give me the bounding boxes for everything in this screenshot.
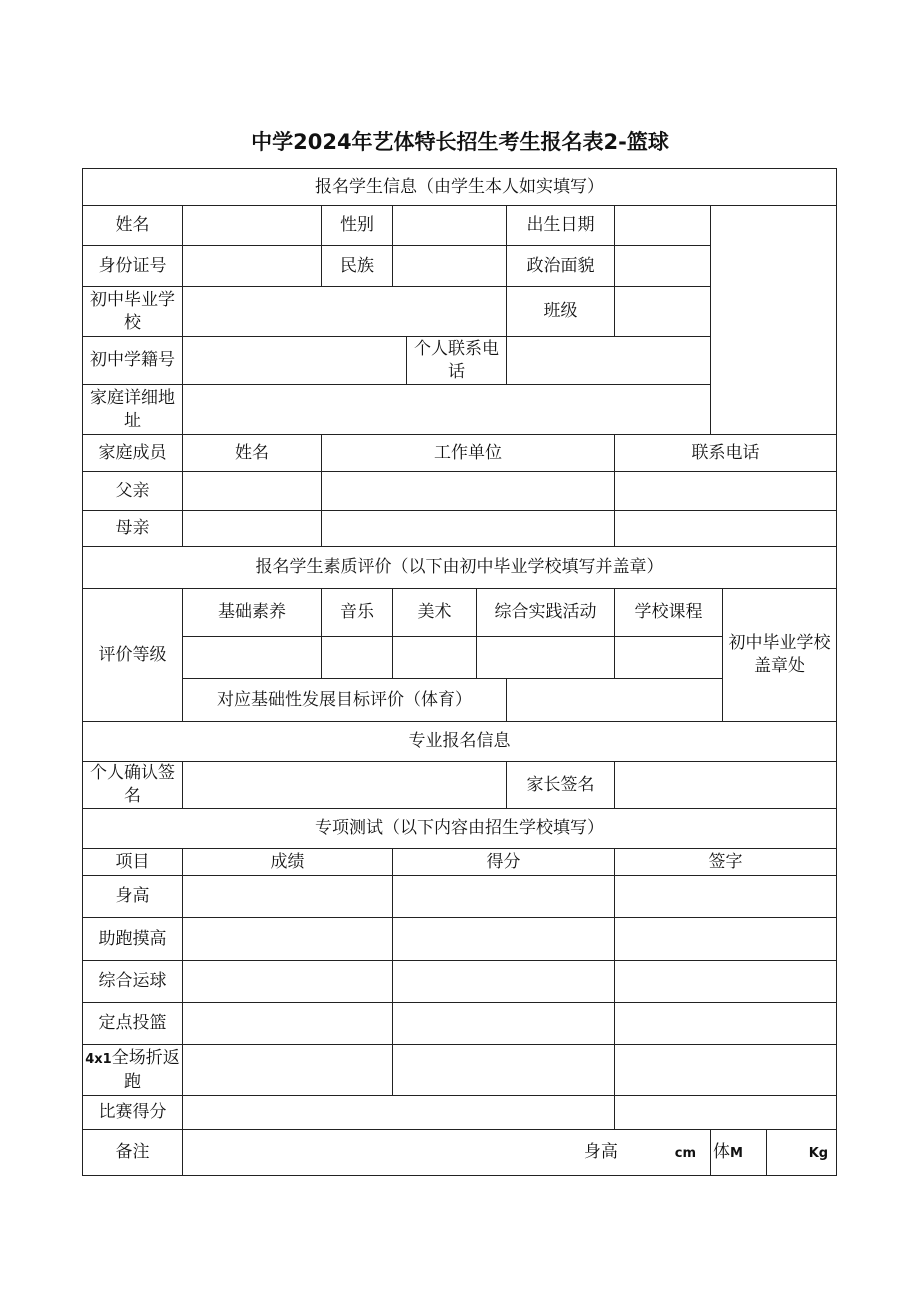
field-parent-sign[interactable] [615, 762, 837, 809]
remarks-weight-mark: M [730, 1145, 743, 1161]
label-mother: 母亲 [83, 511, 183, 547]
field-birth-date[interactable] [615, 206, 711, 246]
label-pe-goal: 对应基础性发展目标评价（体育） [183, 679, 507, 722]
label-name: 姓名 [83, 206, 183, 246]
field-class[interactable] [615, 287, 711, 337]
label-birth-date: 出生日期 [507, 206, 615, 246]
field-shooting-score[interactable] [183, 1003, 393, 1045]
header-family-members: 家庭成员 [83, 435, 183, 472]
field-height-points[interactable] [393, 876, 615, 918]
header-practice: 综合实践活动 [477, 589, 615, 637]
header-school-course: 学校课程 [615, 589, 723, 637]
header-family-name: 姓名 [183, 435, 322, 472]
label-political-status: 政治面貌 [507, 246, 615, 287]
header-art: 美术 [393, 589, 477, 637]
header-item: 项目 [83, 849, 183, 876]
field-shuttle-sign[interactable] [615, 1045, 837, 1096]
field-student-id[interactable] [183, 337, 407, 385]
section-major: 专业报名信息 [83, 722, 837, 762]
label-personal-sign: 个人确认签名 [83, 762, 183, 809]
label-id-number: 身份证号 [83, 246, 183, 287]
field-home-address[interactable] [183, 385, 837, 435]
label-class: 班级 [507, 287, 615, 337]
field-shuttle-score[interactable] [183, 1045, 393, 1096]
field-id-number[interactable] [183, 246, 322, 287]
field-height-score[interactable] [183, 876, 393, 918]
field-name[interactable] [183, 206, 322, 246]
shuttle-prefix: 4x1 [85, 1051, 112, 1067]
registration-table [82, 168, 837, 1176]
label-home-address: 家庭详细地址 [83, 385, 183, 435]
label-ethnicity: 民族 [322, 246, 393, 287]
field-art[interactable] [393, 637, 477, 679]
label-middle-school: 初中毕业学校 [83, 287, 183, 337]
field-father-phone[interactable] [615, 472, 837, 511]
field-mother-workplace[interactable] [322, 511, 615, 547]
field-remarks-weight[interactable] [767, 1130, 837, 1176]
field-height-sign[interactable] [615, 876, 837, 918]
label-test-dribble: 综合运球 [83, 961, 183, 1003]
section-student-info: 报名学生信息（由学生本人如实填写） [83, 169, 837, 206]
label-personal-phone: 个人联系电话 [407, 337, 507, 385]
field-gender[interactable] [393, 206, 507, 246]
field-shuttle-points[interactable] [393, 1045, 615, 1096]
label-gender: 性别 [322, 206, 393, 246]
header-basic-literacy: 基础素养 [183, 589, 322, 637]
remarks-weight-prefix: 体 [713, 1141, 730, 1162]
header-sign: 签字 [615, 849, 837, 876]
remarks-height-unit: cm [674, 1145, 696, 1161]
label-father: 父亲 [83, 472, 183, 511]
label-test-height: 身高 [83, 876, 183, 918]
field-music[interactable] [322, 637, 393, 679]
label-student-id: 初中学籍号 [83, 337, 183, 385]
field-reach-points[interactable] [393, 918, 615, 961]
header-points: 得分 [393, 849, 615, 876]
remarks-height-label: 身高 [583, 1141, 618, 1162]
header-family-phone: 联系电话 [615, 435, 837, 472]
field-remarks-weight-label [711, 1130, 767, 1176]
field-mother-name[interactable] [183, 511, 322, 547]
label-test-shooting: 定点投篮 [83, 1003, 183, 1045]
field-father-name[interactable] [183, 472, 322, 511]
field-match-score[interactable] [183, 1096, 615, 1130]
label-test-reach: 助跑摸高 [83, 918, 183, 961]
field-reach-score[interactable] [183, 918, 393, 961]
form-title: 中学2024年艺体特长招生考生报名表2-篮球 [251, 130, 669, 154]
label-test-shuttle [83, 1045, 183, 1096]
field-dribble-sign[interactable] [615, 961, 837, 1003]
field-basic-literacy[interactable] [183, 637, 322, 679]
field-shooting-sign[interactable] [615, 1003, 837, 1045]
section-quality: 报名学生素质评价（以下由初中毕业学校填写并盖章） [83, 547, 837, 589]
label-match-score: 比赛得分 [83, 1096, 183, 1130]
field-practice[interactable] [477, 637, 615, 679]
field-shooting-points[interactable] [393, 1003, 615, 1045]
field-reach-sign[interactable] [615, 918, 837, 961]
shuttle-rest: 全场折返跑 [111, 1047, 180, 1092]
header-music: 音乐 [322, 589, 393, 637]
header-workplace: 工作单位 [322, 435, 615, 472]
label-remarks: 备注 [83, 1130, 183, 1176]
field-match-sign[interactable] [615, 1096, 837, 1130]
field-personal-sign[interactable] [183, 762, 507, 809]
field-ethnicity[interactable] [393, 246, 507, 287]
field-school-course[interactable] [615, 637, 723, 679]
field-father-workplace[interactable] [322, 472, 615, 511]
label-parent-sign: 家长签名 [507, 762, 615, 809]
school-seal-area: 初中毕业学校盖章处 [723, 589, 837, 722]
remarks-weight-unit: Kg [808, 1145, 829, 1161]
field-middle-school[interactable] [183, 287, 507, 337]
field-remarks-height[interactable] [183, 1130, 711, 1176]
field-personal-phone[interactable] [507, 337, 711, 385]
field-pe-goal[interactable] [507, 679, 723, 722]
header-score: 成绩 [183, 849, 393, 876]
section-test: 专项测试（以下内容由招生学校填写） [83, 809, 837, 849]
field-dribble-score[interactable] [183, 961, 393, 1003]
label-rating-level: 评价等级 [83, 589, 183, 722]
field-mother-phone[interactable] [615, 511, 837, 547]
field-dribble-points[interactable] [393, 961, 615, 1003]
field-political-status[interactable] [615, 246, 711, 287]
